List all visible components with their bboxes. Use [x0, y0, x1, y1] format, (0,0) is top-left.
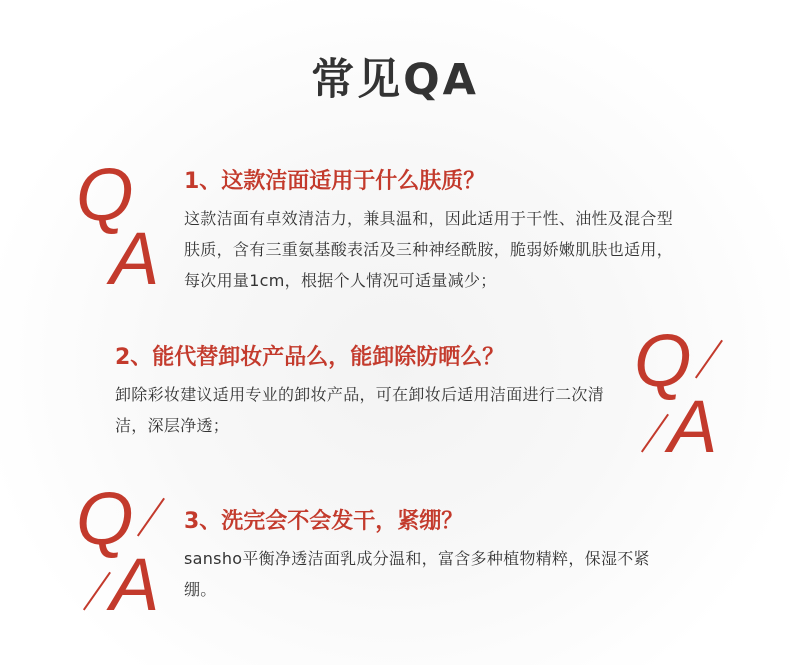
qa-item-1 [184, 167, 674, 296]
page-title: 常见QA [311, 55, 479, 105]
qa-logo-q: Q [76, 477, 134, 560]
qa-logo-a: A [110, 543, 160, 626]
answer-3: sansho平衡净透洁面乳成分温和，富含多种植物精粹，保湿不紧绷。 [184, 549, 650, 599]
answer-1: 这款洁面有卓效清洁力，兼具温和，因此适用于干性、油性及混合型肤质，含有三重氨基酸表活及三种神经酰胺，脆弱娇嫩肌肤也适用，每次用量1cm，根据个人情况可适量减少； [184, 209, 674, 290]
answer-2: 卸除彩妆建议适用专业的卸妆产品，可在卸妆后适用洁面进行二次清洁，深层净透； [115, 385, 605, 435]
qa-logo-slash [137, 498, 165, 537]
qa-logo-a: A [110, 217, 160, 300]
qa-item-3 [184, 507, 679, 605]
qa-logo-slash [641, 414, 669, 453]
question-1: 1、这款洁面适用于什么肤质？ [184, 169, 486, 194]
qa-logo-q: Q [76, 153, 134, 236]
qa-logo-q: Q [634, 319, 692, 402]
qa-logo-a: A [668, 385, 718, 468]
qa-logo-slash [83, 572, 111, 611]
question-2: 2、能代替卸妆产品么，能卸除防晒么？ [115, 345, 505, 370]
qa-logo-slash [695, 340, 723, 379]
qa-logo-2 [630, 319, 760, 468]
qa-item-2 [115, 343, 610, 441]
question-3: 3、洗完会不会发干，紧绷？ [184, 509, 464, 534]
